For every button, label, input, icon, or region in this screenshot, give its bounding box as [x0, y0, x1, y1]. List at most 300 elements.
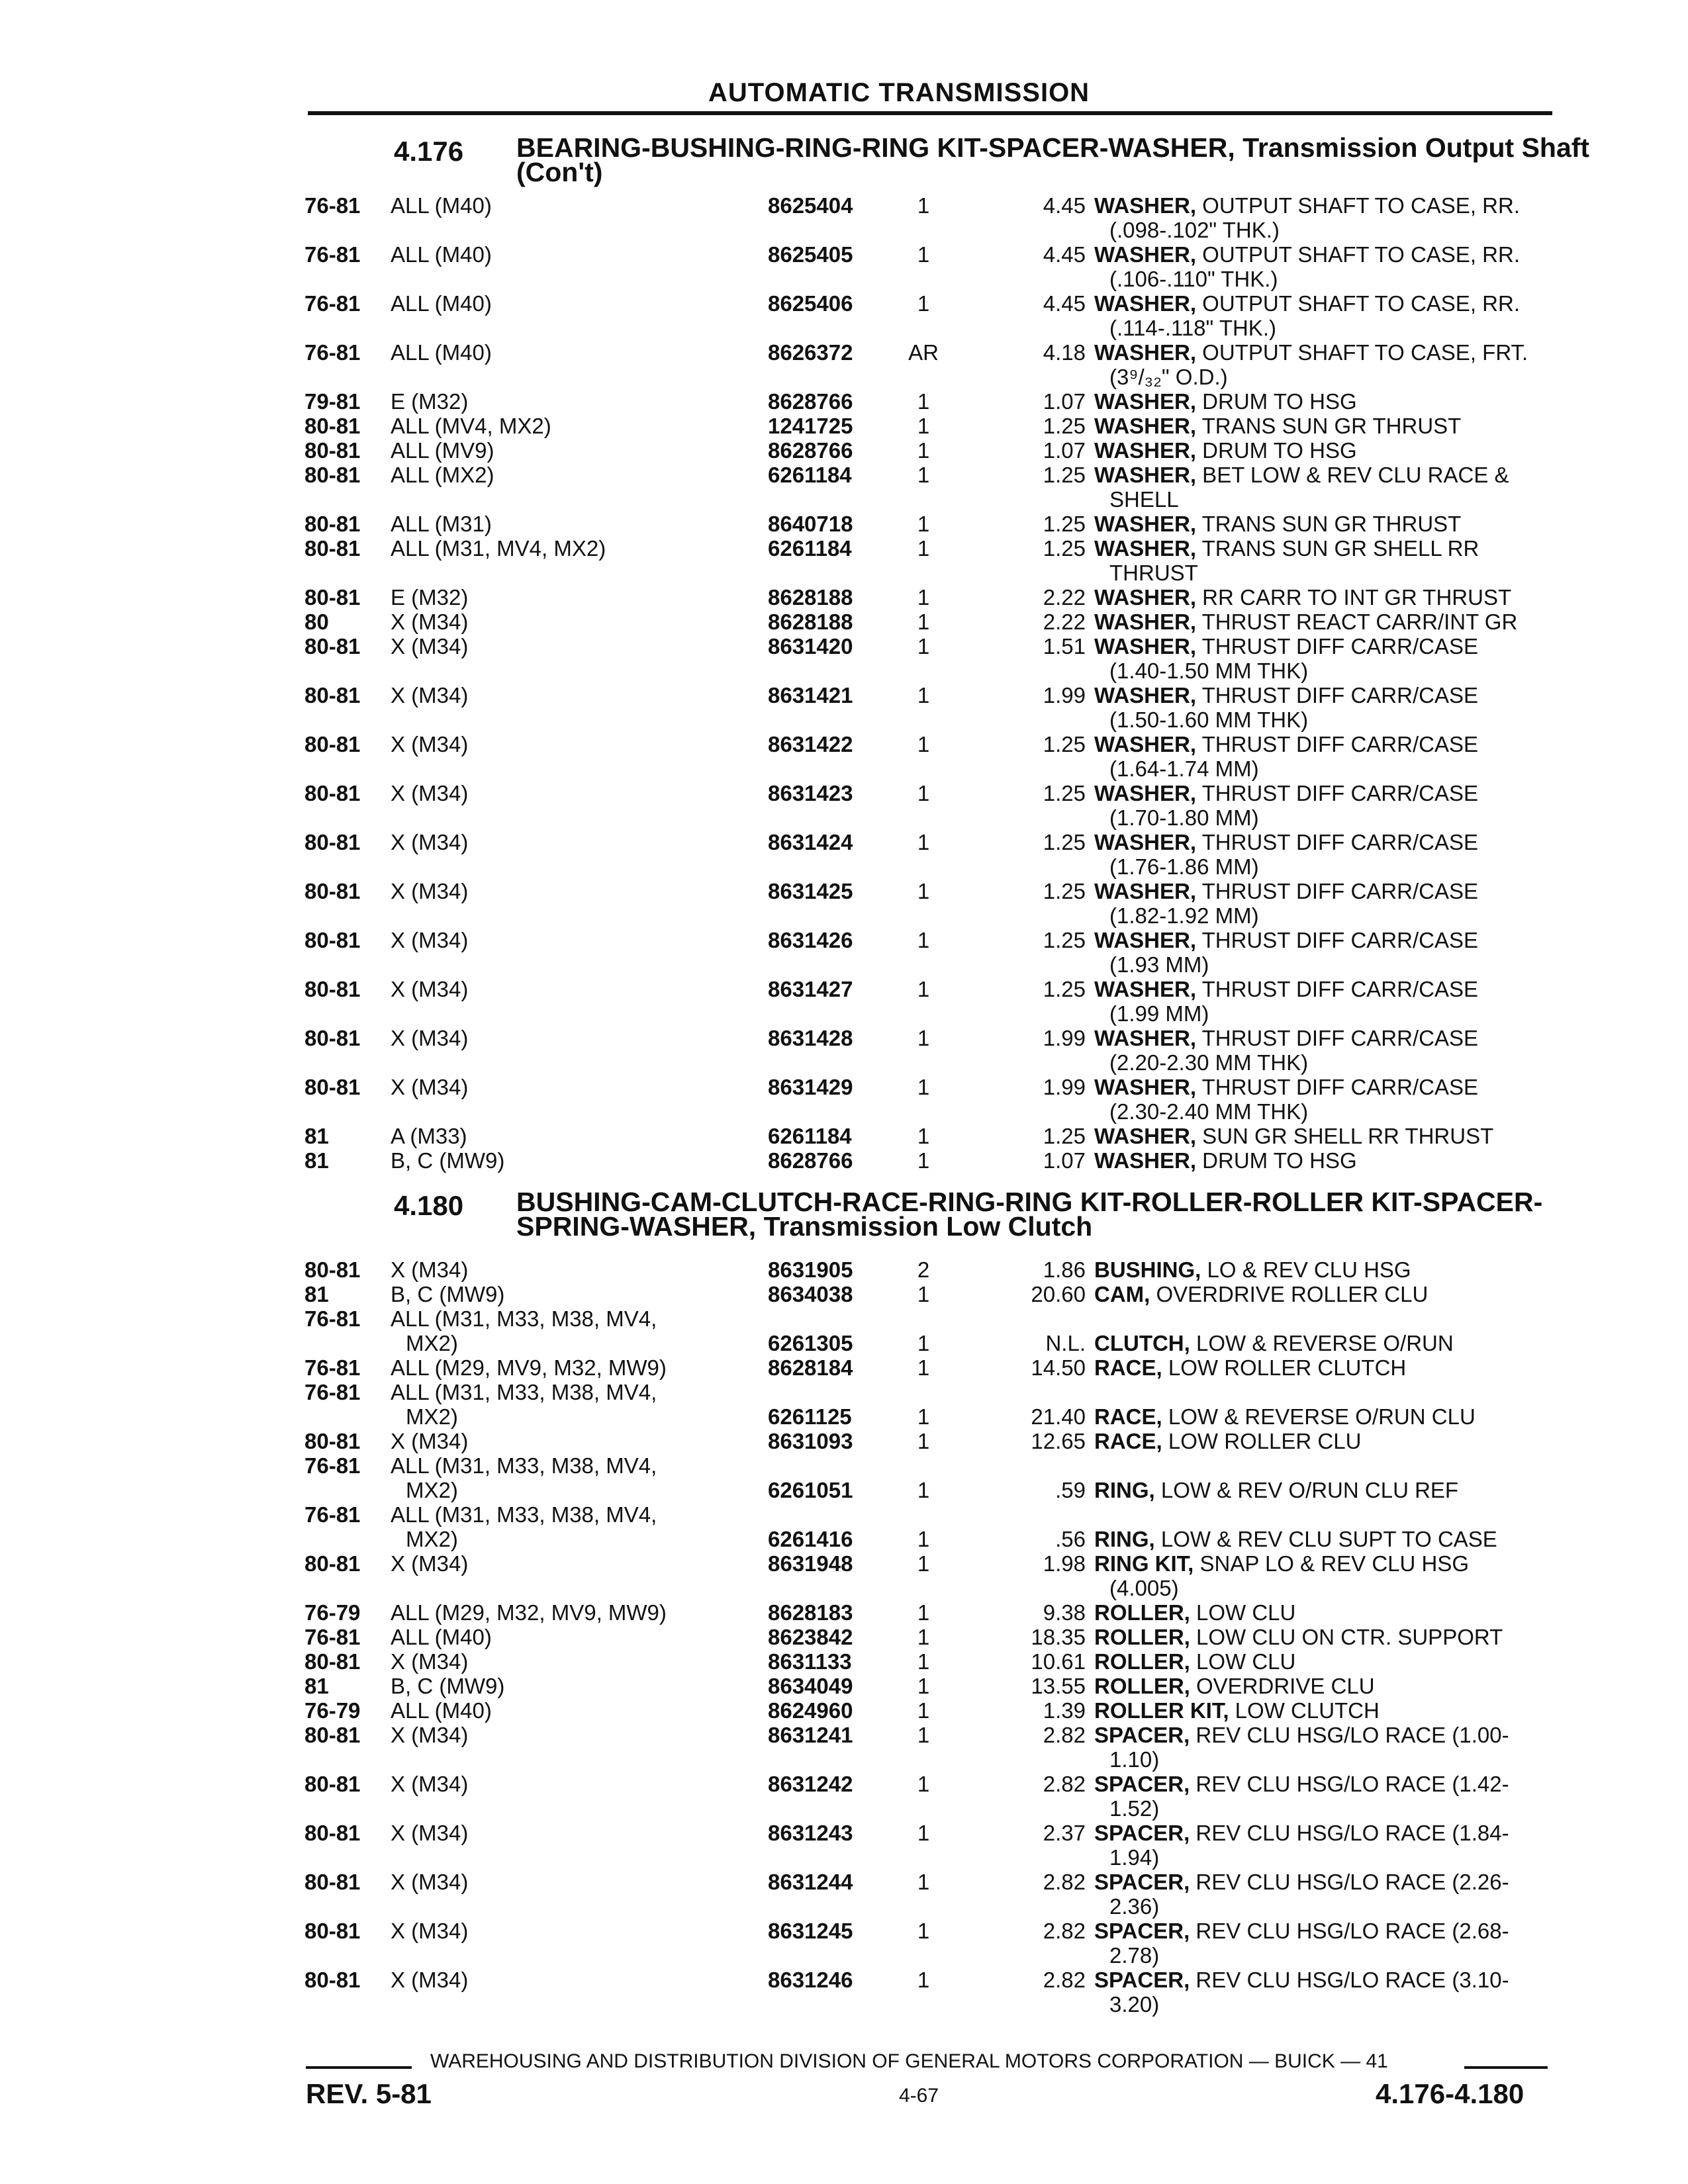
year-cell: 80-81 — [305, 1257, 361, 1282]
part-number-cell: 8631421 — [768, 683, 853, 707]
price-cell: .56 — [1055, 1527, 1086, 1551]
year-cell: 80-81 — [305, 512, 361, 536]
year-cell: 80-81 — [305, 928, 361, 952]
model-text: ALL (M31, M33, M38, MV4, — [391, 1453, 657, 1478]
table-row — [305, 1380, 1549, 1429]
parts-table-4176 — [305, 193, 1549, 1173]
quantity-cell: 1 — [917, 1527, 930, 1551]
description-head: WASHER, — [1094, 414, 1197, 438]
model-text: X (M34) — [391, 1075, 469, 1099]
description-head: SPACER, — [1094, 1723, 1190, 1747]
price-cell: 1.25 — [1043, 536, 1086, 561]
model-cell — [391, 1429, 735, 1453]
description-text: THRUST DIFF CARR/CASE — [1196, 634, 1479, 659]
description-cell — [1094, 1870, 1544, 1919]
model-cell — [391, 1674, 735, 1698]
description-line2: 2.78) — [1109, 1943, 1160, 1968]
description-line1 — [1094, 830, 1478, 854]
price-cell: 18.35 — [1031, 1625, 1086, 1649]
part-number-cell: 8631420 — [768, 634, 853, 659]
quantity-cell: 1 — [917, 1821, 930, 1845]
description-cell — [1094, 1698, 1544, 1723]
model-text: ALL (M29, MV9, M32, MW9) — [391, 1355, 667, 1380]
model-cell — [391, 1649, 735, 1674]
part-number-cell: 6261416 — [768, 1527, 853, 1551]
quantity-cell: 1 — [917, 1698, 930, 1723]
description-text: OVERDRIVE CLU — [1190, 1674, 1375, 1698]
description-line1 — [1094, 193, 1520, 218]
part-number-cell: 8631426 — [768, 928, 853, 952]
description-cell — [1094, 1551, 1544, 1600]
quantity-cell: 1 — [917, 242, 930, 267]
quantity-cell: 1 — [917, 1919, 930, 1943]
description-line1 — [1094, 291, 1520, 316]
price-cell: 4.45 — [1043, 193, 1086, 218]
model-cell — [391, 1870, 735, 1894]
model-text: B, C (MW9) — [391, 1282, 505, 1306]
year-cell: 80-81 — [305, 977, 361, 1001]
model-text: X (M34) — [391, 1723, 469, 1747]
description-line1 — [1094, 536, 1479, 561]
model-cell — [391, 414, 735, 438]
description-line2: (1.64-1.74 MM) — [1109, 756, 1259, 781]
model-text: X (M34) — [391, 1649, 469, 1674]
description-head: WASHER, — [1094, 1124, 1197, 1148]
year-cell: 80-81 — [305, 1551, 361, 1576]
description-head: CLUTCH, — [1094, 1331, 1190, 1355]
description-text: LOW ROLLER CLU — [1162, 1429, 1362, 1453]
price-cell: 1.07 — [1043, 438, 1086, 463]
description-line2: (1.76-1.86 MM) — [1109, 854, 1259, 879]
description-head: WASHER, — [1094, 512, 1197, 536]
quantity-cell: 1 — [917, 1649, 930, 1674]
description-cell — [1094, 1355, 1544, 1380]
description-cell — [1094, 1429, 1544, 1453]
part-number-cell: 8631093 — [768, 1429, 853, 1453]
price-cell: 4.45 — [1043, 291, 1086, 316]
price-cell: 9.38 — [1043, 1600, 1086, 1625]
description-cell — [1094, 732, 1544, 781]
description-cell — [1094, 977, 1544, 1026]
model-text: ALL (M31, M33, M38, MV4, — [391, 1380, 657, 1404]
quantity-cell: 1 — [917, 1148, 930, 1173]
description-head: WASHER, — [1094, 463, 1197, 487]
part-number-cell: 8623842 — [768, 1625, 853, 1649]
description-cell — [1094, 1821, 1544, 1870]
model-cell — [391, 585, 735, 610]
model-text: B, C (MW9) — [391, 1674, 505, 1698]
model-text: X (M34) — [391, 879, 469, 903]
description-line2: 2.36) — [1109, 1894, 1160, 1919]
description-line1 — [1094, 928, 1478, 952]
model-text: X (M34) — [391, 683, 469, 707]
price-cell: 2.82 — [1043, 1919, 1086, 1943]
year-cell: 80-81 — [305, 536, 361, 561]
price-cell: .59 — [1055, 1478, 1086, 1502]
price-cell: 1.25 — [1043, 512, 1086, 536]
description-text: THRUST DIFF CARR/CASE — [1196, 732, 1479, 756]
model-cell — [391, 1968, 735, 1992]
table-row — [305, 634, 1549, 683]
quantity-cell: 1 — [917, 1075, 930, 1099]
model-text: E (M32) — [391, 585, 469, 610]
description-head: WASHER, — [1094, 781, 1197, 805]
table-row — [305, 1772, 1549, 1821]
description-text: THRUST DIFF CARR/CASE — [1196, 1075, 1479, 1099]
description-text: LOW CLU ON CTR. SUPPORT — [1190, 1625, 1503, 1649]
model-text-line2: MX2) — [406, 1478, 458, 1502]
quantity-cell: 1 — [917, 634, 930, 659]
price-cell: 2.22 — [1043, 610, 1086, 634]
description-head: WASHER, — [1094, 193, 1197, 218]
description-text: LO & REV CLU HSG — [1201, 1257, 1411, 1282]
part-number-cell: 8628188 — [768, 610, 853, 634]
part-number-cell: 8631948 — [768, 1551, 853, 1576]
quantity-cell: AR — [908, 340, 939, 365]
description-head: SPACER, — [1094, 1772, 1190, 1796]
year-cell: 81 — [305, 1124, 329, 1148]
description-line1 — [1094, 1282, 1428, 1306]
price-cell: 1.25 — [1043, 928, 1086, 952]
year-cell: 81 — [305, 1282, 329, 1306]
description-line1 — [1094, 1551, 1469, 1576]
price-cell: 1.25 — [1043, 879, 1086, 903]
footer-rule-right — [1464, 2066, 1548, 2069]
section-number: 4.176 — [394, 136, 464, 167]
description-line2: (.114-.118" THK.) — [1109, 316, 1276, 340]
table-row — [305, 781, 1549, 830]
part-number-cell: 6261184 — [768, 536, 852, 561]
table-row — [305, 512, 1549, 536]
header-rule — [308, 111, 1552, 115]
price-cell: 1.25 — [1043, 463, 1086, 487]
model-cell — [391, 242, 735, 267]
description-text: RR CARR TO INT GR THRUST — [1196, 585, 1512, 610]
model-text: ALL (MV4, MX2) — [391, 414, 551, 438]
description-text: DRUM TO HSG — [1196, 1148, 1357, 1173]
price-cell: 2.82 — [1043, 1870, 1086, 1894]
description-head: WASHER, — [1094, 1026, 1197, 1050]
table-row — [305, 1124, 1549, 1148]
year-cell: 76-81 — [305, 1380, 361, 1404]
part-number-cell: 8628188 — [768, 585, 853, 610]
table-row — [305, 463, 1549, 512]
description-text: OUTPUT SHAFT TO CASE, RR. — [1196, 242, 1520, 267]
part-number-cell: 6261051 — [768, 1478, 853, 1502]
quantity-cell: 1 — [917, 1870, 930, 1894]
table-row — [305, 1821, 1549, 1870]
description-head: WASHER, — [1094, 683, 1197, 707]
quantity-cell: 1 — [917, 1429, 930, 1453]
description-text: THRUST DIFF CARR/CASE — [1196, 977, 1479, 1001]
description-cell — [1094, 1331, 1544, 1355]
quantity-cell: 1 — [917, 512, 930, 536]
price-cell: 12.65 — [1031, 1429, 1086, 1453]
description-text: LOW & REV O/RUN CLU REF — [1154, 1478, 1459, 1502]
description-line2: (1.70-1.80 MM) — [1109, 805, 1259, 830]
part-number-cell: 8631244 — [768, 1870, 853, 1894]
model-cell — [391, 1625, 735, 1649]
model-cell — [391, 1698, 735, 1723]
description-line1 — [1094, 1148, 1357, 1173]
table-row — [305, 1870, 1549, 1919]
description-line1 — [1094, 1698, 1380, 1723]
part-number-cell: 8631425 — [768, 879, 853, 903]
quantity-cell: 1 — [917, 830, 930, 854]
part-number-cell: 6261184 — [768, 1124, 852, 1148]
description-cell — [1094, 1674, 1544, 1698]
model-text: X (M34) — [391, 1551, 469, 1576]
description-head: WASHER, — [1094, 732, 1197, 756]
description-line1 — [1094, 879, 1478, 903]
year-cell: 80-81 — [305, 1870, 361, 1894]
description-text: REV CLU HSG/LO RACE (2.26- — [1190, 1870, 1509, 1894]
price-cell: 2.82 — [1043, 1723, 1086, 1747]
description-text: REV CLU HSG/LO RACE (1.84- — [1190, 1821, 1509, 1845]
description-cell — [1094, 830, 1544, 879]
description-line2: (1.40-1.50 MM THK) — [1109, 659, 1309, 683]
description-cell — [1094, 340, 1544, 389]
year-cell: 80-81 — [305, 781, 361, 805]
description-line1 — [1094, 1674, 1375, 1698]
part-number-cell: 8625405 — [768, 242, 853, 267]
description-head: RING, — [1094, 1478, 1155, 1502]
year-cell: 80-81 — [305, 1429, 361, 1453]
quantity-cell: 1 — [917, 1600, 930, 1625]
description-cell — [1094, 634, 1544, 683]
price-cell: 10.61 — [1031, 1649, 1086, 1674]
model-cell — [391, 610, 735, 634]
model-cell — [391, 1380, 735, 1429]
year-cell: 76-81 — [305, 340, 361, 365]
section-range: 4.176-4.180 — [1376, 2078, 1524, 2109]
description-text: REV CLU HSG/LO RACE (1.00- — [1190, 1723, 1509, 1747]
part-number-cell: 8625404 — [768, 193, 853, 218]
table-row — [305, 291, 1549, 340]
table-row — [305, 1698, 1549, 1723]
description-line2: 1.52) — [1109, 1796, 1160, 1821]
price-cell: 1.86 — [1043, 1257, 1086, 1282]
quantity-cell: 1 — [917, 585, 930, 610]
description-line1 — [1094, 1124, 1493, 1148]
section-title-bold: BEARING-BUSHING-RING-RING KIT-SPACER-WASHER, — [516, 132, 1235, 163]
quantity-cell: 1 — [917, 781, 930, 805]
description-line1 — [1094, 438, 1357, 463]
price-cell: 1.25 — [1043, 1124, 1086, 1148]
description-line1 — [1094, 781, 1478, 805]
description-cell — [1094, 1600, 1544, 1625]
quantity-cell: 1 — [917, 1478, 930, 1502]
description-text: REV CLU HSG/LO RACE (2.68- — [1190, 1919, 1509, 1943]
year-cell: 80-81 — [305, 683, 361, 707]
quantity-cell: 1 — [917, 1282, 930, 1306]
description-line1 — [1094, 977, 1478, 1001]
model-cell — [391, 340, 735, 365]
price-cell: N.L. — [1045, 1331, 1086, 1355]
description-head: RACE, — [1094, 1429, 1162, 1453]
description-line1 — [1094, 1649, 1295, 1674]
description-text: THRUST DIFF CARR/CASE — [1196, 781, 1479, 805]
description-cell — [1094, 242, 1544, 291]
price-cell: 1.25 — [1043, 732, 1086, 756]
description-line1 — [1094, 585, 1511, 610]
year-cell: 80-81 — [305, 585, 361, 610]
price-cell: 1.99 — [1043, 683, 1086, 707]
description-text: LOW & REVERSE O/RUN CLU — [1162, 1404, 1476, 1429]
description-head: RACE, — [1094, 1355, 1162, 1380]
description-text: DRUM TO HSG — [1196, 438, 1357, 463]
part-number-cell: 6261125 — [768, 1404, 852, 1429]
description-text: THRUST DIFF CARR/CASE — [1196, 879, 1479, 903]
year-cell: 80 — [305, 610, 329, 634]
description-cell — [1094, 389, 1544, 414]
description-head: WASHER, — [1094, 536, 1197, 561]
description-text: LOW CLU — [1190, 1649, 1296, 1674]
description-text: THRUST DIFF CARR/CASE — [1196, 1026, 1479, 1050]
description-head: SPACER, — [1094, 1968, 1190, 1992]
description-cell — [1094, 463, 1544, 512]
quantity-cell: 1 — [917, 732, 930, 756]
model-text: E (M32) — [391, 389, 469, 414]
part-number-cell: 8631428 — [768, 1026, 853, 1050]
quantity-cell: 1 — [917, 1674, 930, 1698]
description-cell — [1094, 585, 1544, 610]
year-cell: 80-81 — [305, 1723, 361, 1747]
description-line1 — [1094, 1821, 1509, 1845]
section-title-bold: BUSHING-CAM-CLUTCH-RACE-RING-RING KIT-ROLLER-ROLLER KIT-SPACER-SPRING-WASHER, — [516, 1187, 1543, 1242]
year-cell: 80-81 — [305, 1026, 361, 1050]
description-line2: (1.82-1.92 MM) — [1109, 903, 1259, 928]
model-text: X (M34) — [391, 1968, 469, 1992]
description-cell — [1094, 1649, 1544, 1674]
description-line2: 1.94) — [1109, 1845, 1160, 1870]
description-cell — [1094, 536, 1544, 585]
model-cell — [391, 389, 735, 414]
description-head: WASHER, — [1094, 634, 1197, 659]
price-cell: 1.25 — [1043, 781, 1086, 805]
table-row — [305, 1649, 1549, 1674]
model-cell — [391, 1148, 735, 1173]
description-line2: (2.20-2.30 MM THK) — [1109, 1050, 1309, 1075]
year-cell: 76-81 — [305, 242, 361, 267]
table-row — [305, 1723, 1549, 1772]
description-head: WASHER, — [1094, 610, 1197, 634]
description-line2: 1.10) — [1109, 1747, 1160, 1772]
table-row — [305, 1429, 1549, 1453]
model-text: X (M34) — [391, 1919, 469, 1943]
description-head: WASHER, — [1094, 1148, 1197, 1173]
description-cell — [1094, 610, 1544, 634]
model-cell — [391, 1821, 735, 1845]
part-number-cell: 8631422 — [768, 732, 853, 756]
part-number-cell: 8625406 — [768, 291, 853, 316]
description-line1 — [1094, 512, 1461, 536]
price-cell: 1.51 — [1043, 634, 1086, 659]
page-number: 4-67 — [899, 2085, 939, 2107]
model-text: X (M34) — [391, 1870, 469, 1894]
description-head: CAM, — [1094, 1282, 1150, 1306]
quantity-cell: 1 — [917, 610, 930, 634]
table-row — [305, 536, 1549, 585]
part-number-cell: 8631241 — [768, 1723, 853, 1747]
part-number-cell: 8631133 — [768, 1649, 852, 1674]
table-row — [305, 585, 1549, 610]
model-cell — [391, 830, 735, 854]
part-number-cell: 8631423 — [768, 781, 853, 805]
description-head: BUSHING, — [1094, 1257, 1201, 1282]
description-line2: (3⁹/₃₂" O.D.) — [1109, 365, 1228, 389]
model-cell — [391, 1075, 735, 1099]
price-cell: 4.18 — [1043, 340, 1086, 365]
part-number-cell: 6261184 — [768, 463, 852, 487]
quantity-cell: 1 — [917, 463, 930, 487]
quantity-cell: 1 — [917, 1968, 930, 1992]
table-row — [305, 1355, 1549, 1380]
model-text: ALL (M40) — [391, 1625, 492, 1649]
description-line2: THRUST — [1109, 561, 1198, 585]
table-row — [305, 1306, 1549, 1355]
table-row — [305, 1919, 1549, 1968]
section-title — [516, 1187, 1609, 1242]
description-line1 — [1094, 242, 1520, 267]
part-number-cell: 8631429 — [768, 1075, 853, 1099]
description-text: THRUST DIFF CARR/CASE — [1196, 683, 1479, 707]
description-head: WASHER, — [1094, 585, 1197, 610]
year-cell: 80-81 — [305, 1075, 361, 1099]
description-cell — [1094, 1625, 1544, 1649]
description-line1 — [1094, 1257, 1411, 1282]
description-text: TRANS SUN GR THRUST — [1196, 414, 1462, 438]
part-number-cell: 1241725 — [768, 414, 853, 438]
model-text-line2: MX2) — [406, 1331, 458, 1355]
price-cell: 2.22 — [1043, 585, 1086, 610]
part-number-cell: 8628183 — [768, 1600, 853, 1625]
description-cell — [1094, 683, 1544, 732]
model-cell — [391, 1124, 735, 1148]
description-cell — [1094, 1257, 1544, 1282]
model-text: B, C (MW9) — [391, 1148, 505, 1173]
table-row — [305, 1551, 1549, 1600]
description-line1 — [1094, 1478, 1458, 1502]
model-text-line2: MX2) — [406, 1527, 458, 1551]
table-row — [305, 830, 1549, 879]
model-cell — [391, 193, 735, 218]
table-row — [305, 732, 1549, 781]
description-line1 — [1094, 1625, 1503, 1649]
model-cell — [391, 1723, 735, 1747]
quantity-cell: 1 — [917, 928, 930, 952]
year-cell: 79-81 — [305, 389, 361, 414]
quantity-cell: 1 — [917, 1026, 930, 1050]
model-text-line2: MX2) — [406, 1404, 458, 1429]
model-text: X (M34) — [391, 977, 469, 1001]
description-cell — [1094, 1282, 1544, 1306]
description-head: SPACER, — [1094, 1919, 1190, 1943]
footer-rule-left — [306, 2066, 412, 2069]
description-text: THRUST DIFF CARR/CASE — [1196, 830, 1479, 854]
model-text: X (M34) — [391, 732, 469, 756]
description-cell — [1094, 512, 1544, 536]
year-cell: 80-81 — [305, 1968, 361, 1992]
section-title-rest: Transmission Output Shaft (Con't) — [516, 132, 1590, 187]
description-line1 — [1094, 1723, 1509, 1747]
model-text: ALL (MV9) — [391, 438, 494, 463]
description-head: WASHER, — [1094, 291, 1197, 316]
price-cell: 1.07 — [1043, 389, 1086, 414]
price-cell: 1.07 — [1043, 1148, 1086, 1173]
model-text: ALL (MX2) — [391, 463, 494, 487]
description-cell — [1094, 928, 1544, 977]
